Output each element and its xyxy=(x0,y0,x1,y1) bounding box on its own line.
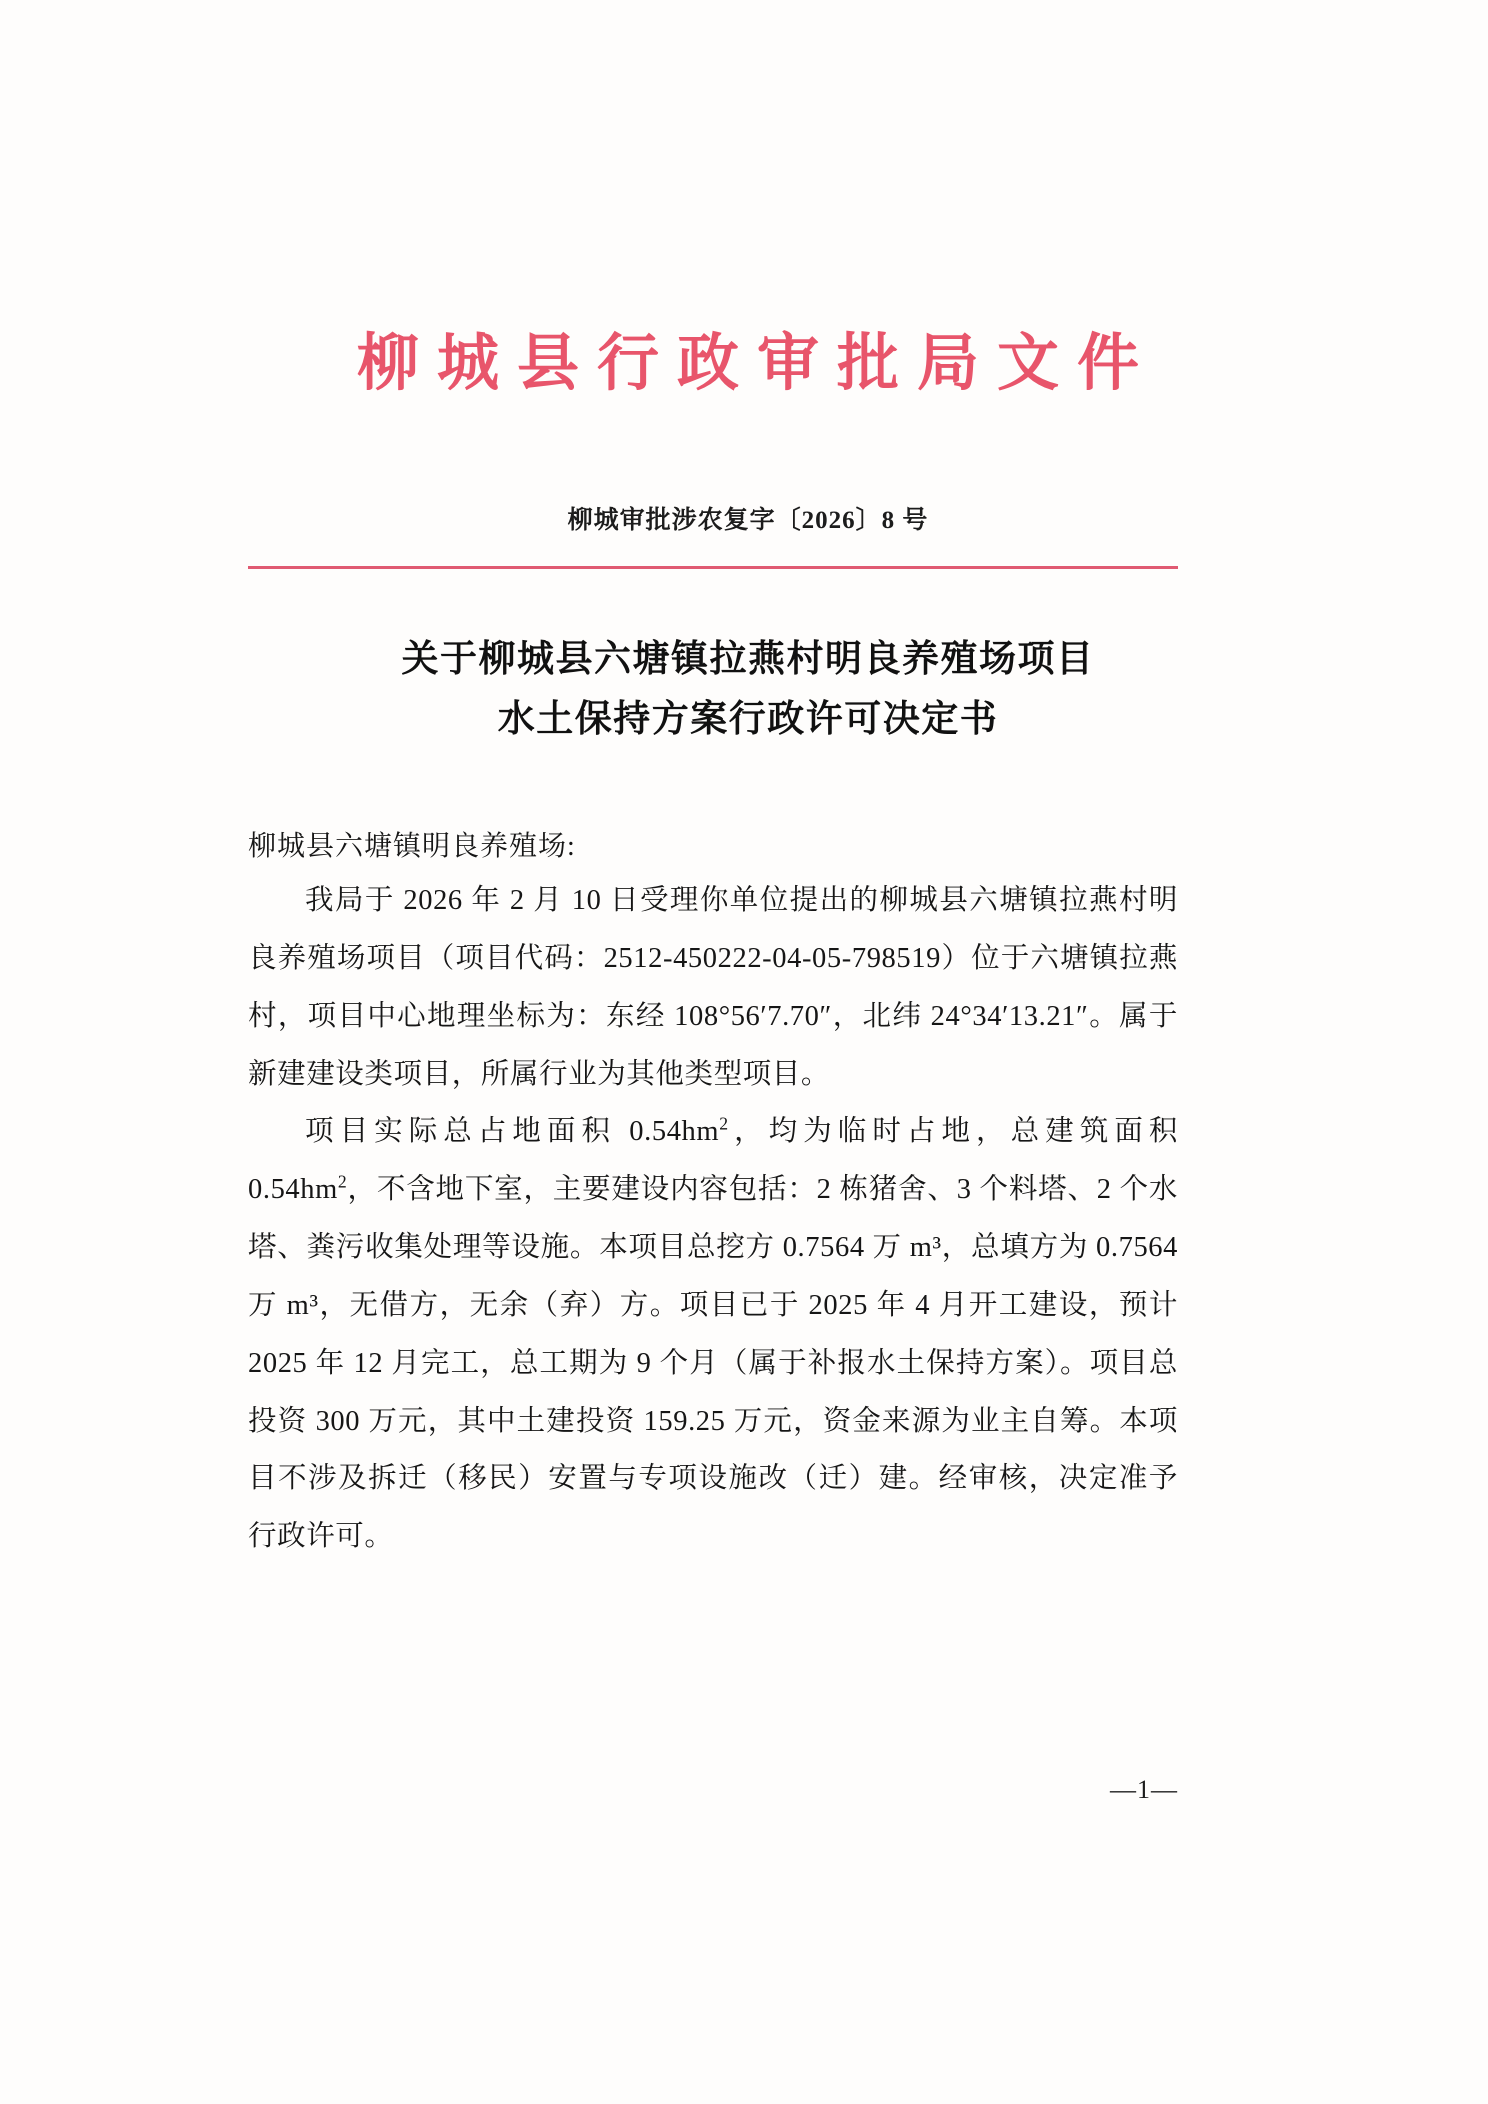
paragraph-2-part-3: ，不含地下室，主要建设内容包括：2 栋猪舍、3 个料塔、2 个水塔、粪污收集处理等设施。本项目总挖方 0.7564 万 m³，总填方为 0.7564 万 m³，无借方，无余（弃）方。项目已于 2025 年 4 月开工建设，预计 2025 年 12 月完工，总工期为 9 个月（属于补报水土保持方案）。项目总投资 300 万元，其中土建投资 159.25 万元，资金来源为业主自筹。本项目不涉及拆迁（移民）安置与专项设施改（迁）建。经审核，决定准予行政许可。 xyxy=(248,1174,1178,1553)
paragraph-2-sup-1: 2 xyxy=(719,1113,729,1134)
paragraph-1: 我局于 2026 年 2 月 10 日受理你单位提出的柳城县六塘镇拉燕村明良养殖场项目（项目代码：2512-450222-04-05-798519）位于六塘镇拉燕村，项目中心地理坐标为：东经 108°56′7.70″，北纬 24°34′13.21″。属于新建建设类项目，所属行业为其他类型项目。 xyxy=(248,885,1178,1090)
title-line-1: 关于柳城县六塘镇拉燕村明良养殖场项目 xyxy=(401,639,1095,680)
paragraph-2-part-1: 项目实际总占地面积 0.54hm xyxy=(305,1116,720,1148)
salutation: 柳城县六塘镇明良养殖场: xyxy=(248,831,576,862)
document-masthead: 柳城县行政审批局文件 xyxy=(356,330,1157,398)
paragraph-2 xyxy=(248,1103,1178,1566)
body-text xyxy=(248,872,1178,1566)
paragraph-2-part-2: ，均为临时占地，总建筑面积 0.54hm xyxy=(248,1116,1178,1206)
paragraph-2-sup-2: 2 xyxy=(337,1171,348,1192)
document-number: 柳城审批涉农复字〔2026〕8 号 xyxy=(567,507,929,534)
document-content xyxy=(248,0,1248,2104)
red-divider-rule xyxy=(248,566,1178,569)
page-title xyxy=(268,630,1228,750)
page-number: —1— xyxy=(1110,1775,1178,1804)
title-line-2: 水土保持方案行政许可决定书 xyxy=(497,698,999,740)
